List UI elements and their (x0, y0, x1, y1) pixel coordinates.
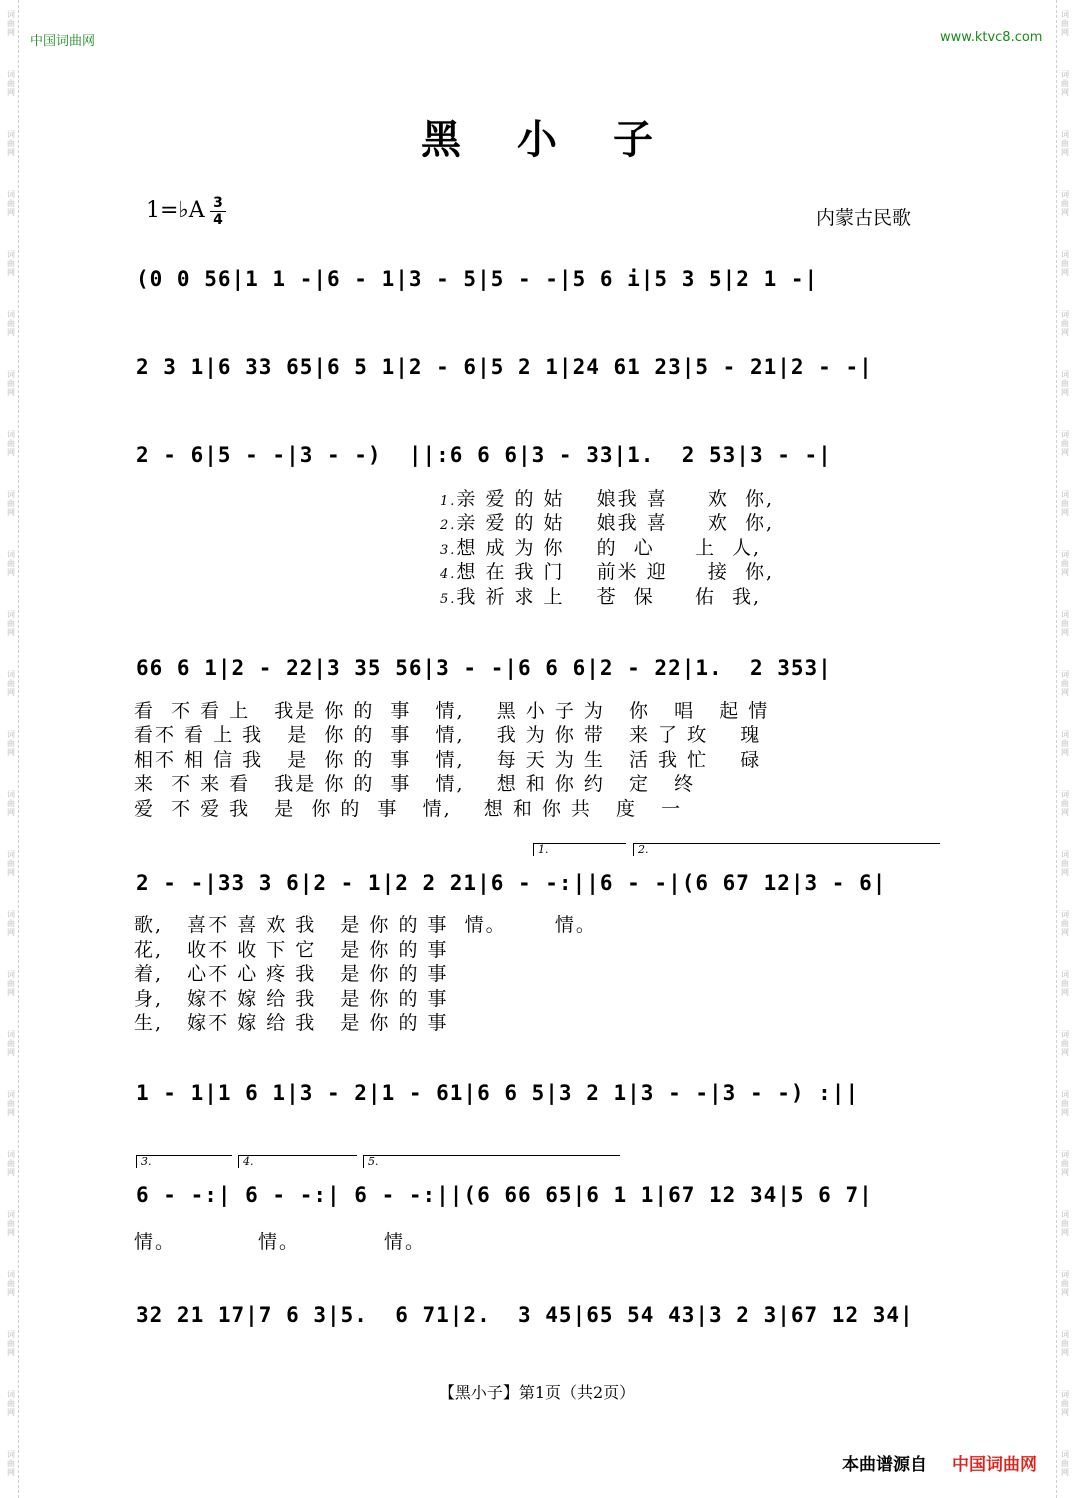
side-watermark-mark: 词曲网 (1061, 550, 1069, 577)
lyric-line: 生, 嫁不 嫁 给 我 是 你 的 事 (134, 1012, 449, 1034)
lyric-line: 爱 不 爱 我 是 你 的 事 情, 想 和 你 共 度 一 (134, 798, 683, 820)
site-url-right[interactable]: www.ktvc8.com (940, 30, 1043, 45)
side-watermark-mark: 词曲网 (1061, 970, 1069, 997)
side-watermark-mark: 词曲网 (7, 970, 15, 997)
side-watermark-mark: 词曲网 (7, 1030, 15, 1057)
lyric-line: 情。 (134, 1231, 177, 1253)
side-watermark-mark: 词曲网 (1061, 1330, 1069, 1357)
side-watermark-mark: 词曲网 (1061, 730, 1069, 757)
volta-1: 1. (533, 843, 626, 856)
side-watermark-mark: 词曲网 (7, 1090, 15, 1117)
side-watermark-mark: 词曲网 (7, 370, 15, 397)
side-watermark-mark: 词曲网 (7, 610, 15, 637)
song-title: 黑小子 (421, 116, 709, 163)
side-watermark-mark: 词曲网 (7, 850, 15, 877)
side-watermark-mark: 词曲网 (7, 490, 15, 517)
lyric-line: 着, 心不 心 疼 我 是 你 的 事 (134, 963, 449, 985)
side-watermark-mark: 词曲网 (7, 1150, 15, 1177)
site-name-left[interactable]: 中国词曲网 (30, 34, 96, 49)
score-row-5: 2 - -|33 3 6|2 - 1|2 2 21|6 - -:||6 - -|(6 67 12|3 - 6| (136, 871, 887, 895)
side-watermark-mark: 词曲网 (1061, 190, 1069, 217)
side-watermark-mark: 词曲网 (7, 550, 15, 577)
side-watermark-mark: 词曲网 (1061, 1150, 1069, 1177)
key-signature: 1=♭A (146, 198, 205, 223)
side-watermark-mark: 词曲网 (1061, 10, 1069, 37)
side-watermark-mark: 词曲网 (7, 130, 15, 157)
lyric-line: 情。 (258, 1231, 301, 1253)
side-watermark-mark: 词曲网 (1061, 370, 1069, 397)
side-watermark-mark: 词曲网 (1061, 70, 1069, 97)
side-watermark-mark: 词曲网 (7, 10, 15, 37)
side-watermark-mark: 词曲网 (7, 1330, 15, 1357)
lyric-line: 3.想 成 为 你 的 心 上 人, (440, 537, 762, 559)
score-row-8: 32 21 17|7 6 3|5. 6 71|2. 3 45|65 54 43|3 2 3|67 12 34| (136, 1303, 914, 1327)
side-watermark-mark: 词曲网 (7, 1210, 15, 1237)
side-watermark-mark: 词曲网 (7, 310, 15, 337)
score-row-3: 2 - 6|5 - -|3 - -) ||:6 6 6|3 - 33|1. 2 53|3 - -| (136, 443, 832, 467)
lyric-line: 相不 相 信 我 是 你 的 事 情, 每 天 为 生 活 我 忙 碌 (134, 749, 762, 771)
side-watermark-mark: 词曲网 (1061, 310, 1069, 337)
side-watermark-mark: 词曲网 (1061, 1090, 1069, 1117)
source-label: 本曲谱源自 (842, 1455, 927, 1475)
score-row-2: 2 3 1|6 33 65|6 5 1|2 - 6|5 2 1|24 61 23|5 - 21|2 - -| (136, 355, 873, 379)
volta-3: 3. (136, 1155, 232, 1168)
lyric-line: 2.亲 爱 的 姑 娘我 喜 欢 你, (440, 512, 775, 534)
side-watermark-mark: 词曲网 (1061, 130, 1069, 157)
lyric-line: 4.想 在 我 门 前米 迎 接 你, (440, 561, 775, 583)
score-row-4: 66 6 1|2 - 22|3 35 56|3 - -|6 6 6|2 - 22|1. 2 353| (136, 656, 832, 680)
lyric-line: 5.我 祈 求 上 苍 保 佑 我, (440, 586, 762, 608)
source-site-link[interactable]: 中国词曲网 (952, 1455, 1037, 1475)
side-watermark-mark: 词曲网 (7, 70, 15, 97)
time-bottom: 4 (213, 212, 223, 228)
side-watermark-mark: 词曲网 (1061, 790, 1069, 817)
lyric-line: 花, 收不 收 下 它 是 你 的 事 (134, 939, 449, 961)
side-watermark-mark: 词曲网 (7, 1390, 15, 1417)
composer: 内蒙古民歌 (816, 207, 912, 229)
side-watermark-mark: 词曲网 (1061, 1450, 1069, 1477)
lyric-line: 1.亲 爱 的 姑 娘我 喜 欢 你, (440, 488, 775, 510)
side-watermark-mark: 词曲网 (1061, 430, 1069, 457)
side-watermark-mark: 词曲网 (1061, 910, 1069, 937)
side-watermark-mark: 词曲网 (1061, 1270, 1069, 1297)
side-watermark-mark: 词曲网 (7, 730, 15, 757)
volta-5: 5. (363, 1155, 620, 1168)
score-row-7: 6 - -:| 6 - -:| 6 - -:||(6 66 65|6 1 1|67 12 34|5 6 7| (136, 1183, 873, 1207)
score-row-1: (0 0 56|1 1 -|6 - 1|3 - 5|5 - -|5 6 i|5 3 5|2 1 -| (136, 267, 819, 291)
side-watermark-mark: 词曲网 (1061, 1210, 1069, 1237)
side-watermark-mark: 词曲网 (1061, 1390, 1069, 1417)
side-watermark-mark: 词曲网 (1061, 490, 1069, 517)
volta-2: 2. (633, 843, 940, 856)
side-watermark-mark: 词曲网 (7, 190, 15, 217)
time-top: 3 (210, 195, 226, 212)
lyric-line: 身, 嫁不 嫁 给 我 是 你 的 事 (134, 988, 449, 1010)
side-watermark-mark: 词曲网 (1061, 1030, 1069, 1057)
lyric-line: 情。 (384, 1231, 427, 1253)
side-watermark-mark: 词曲网 (7, 790, 15, 817)
volta-4: 4. (238, 1155, 357, 1168)
side-watermark-mark: 词曲网 (1061, 250, 1069, 277)
lyric-line: 看不 看 上 我 是 你 的 事 情, 我 为 你 带 来 了 玫 瑰 (134, 724, 762, 746)
lyric-line: 歌, 喜不 喜 欢 我 是 你 的 事 情。 情。 (134, 914, 597, 936)
side-watermark-mark: 词曲网 (1061, 610, 1069, 637)
side-watermark-mark: 词曲网 (1061, 670, 1069, 697)
lyric-line: 来 不 来 看 我是 你 的 事 情, 想 和 你 约 定 终 (134, 773, 696, 795)
side-watermark-mark: 词曲网 (7, 430, 15, 457)
page-info: 【黑小子】第1页（共2页） (438, 1383, 636, 1402)
time-signature (210, 195, 226, 228)
score-row-6: 1 - 1|1 6 1|3 - 2|1 - 61|6 6 5|3 2 1|3 - -|3 - -) :|| (136, 1081, 860, 1105)
side-watermark-mark: 词曲网 (7, 1450, 15, 1477)
lyric-line: 看 不 看 上 我是 你 的 事 情, 黑 小 子 为 你 唱 起 情 (134, 700, 770, 722)
side-watermark-mark: 词曲网 (7, 910, 15, 937)
side-watermark-mark: 词曲网 (7, 1270, 15, 1297)
side-watermark-mark: 词曲网 (7, 670, 15, 697)
side-watermark-mark: 词曲网 (1061, 850, 1069, 877)
side-watermark-mark: 词曲网 (7, 250, 15, 277)
